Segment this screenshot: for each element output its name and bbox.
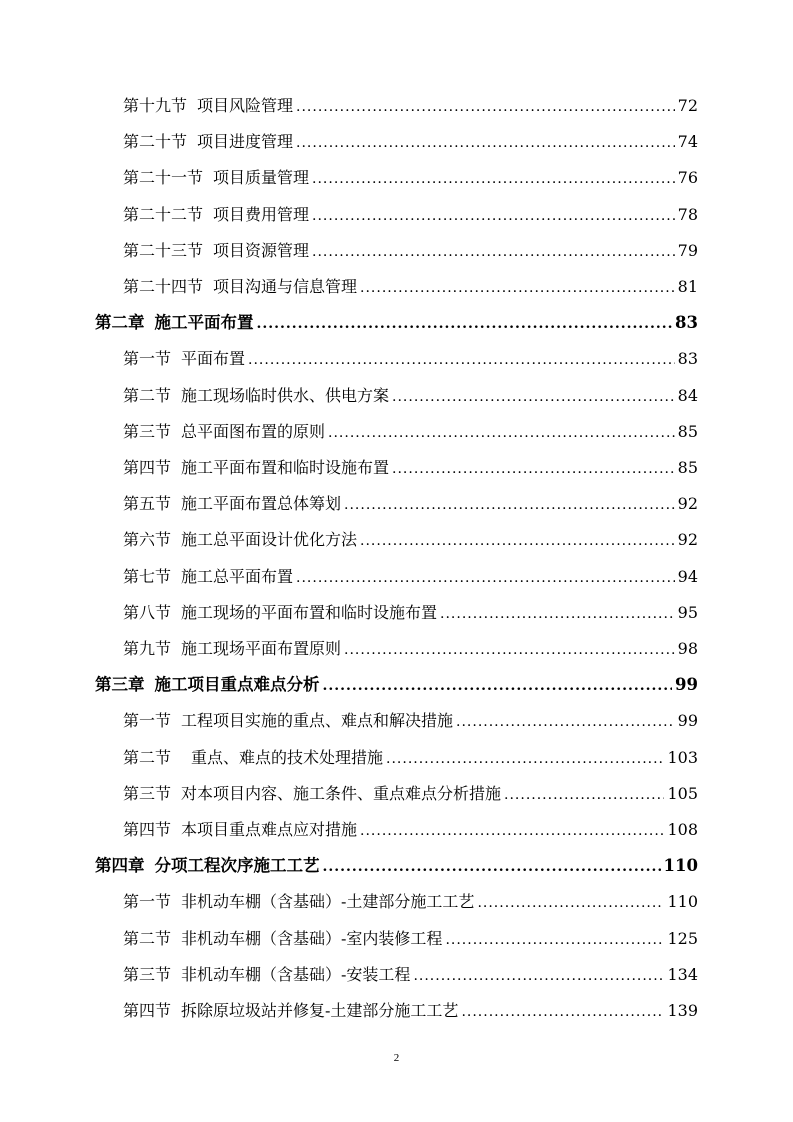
toc-section-entry[interactable] — [123, 130, 698, 154]
toc-entry-number: 第五节 — [123, 494, 172, 514]
toc-entry-title: 本项目重点难点应对措施 — [181, 820, 358, 839]
toc-entry-title: 项目风险管理 — [197, 96, 294, 115]
toc-dot-leader — [392, 457, 675, 481]
toc-entry-number: 第二十一节 — [123, 168, 204, 188]
toc-dot-leader — [312, 204, 675, 228]
toc-entry-title: 施工总平面布置 — [181, 566, 294, 586]
toc-entry-title: 工程项目实施的重点、难点和解决措施 — [181, 711, 454, 731]
toc-entry-page: 72 — [677, 96, 698, 115]
toc-entry-title: 施工平面布置总体筹划 — [181, 494, 342, 514]
toc-entry-title: 对本项目内容、施工条件、重点难点分析措施 — [181, 783, 502, 803]
toc-entry-number: 第七节 — [123, 566, 172, 586]
toc-dot-leader — [392, 385, 675, 409]
toc-entry-number: 第三节 — [123, 964, 172, 984]
toc-entry-title: 项目进度管理 — [197, 132, 294, 152]
toc-entry-number: 第一节 — [123, 892, 172, 912]
toc-dot-leader — [296, 131, 675, 155]
toc-entry-page: 134 — [667, 964, 698, 984]
toc-section-entry[interactable] — [123, 239, 698, 263]
toc-entry-page: 92 — [677, 494, 698, 514]
toc-entry-page: 85 — [677, 421, 698, 441]
toc-dot-leader — [504, 783, 664, 807]
toc-entry-number: 第三节 — [123, 421, 172, 441]
toc-entry-page: 105 — [667, 783, 698, 803]
toc-entry-page: 110 — [663, 856, 698, 876]
toc-dot-leader — [477, 891, 664, 915]
toc-dot-leader — [461, 1000, 664, 1024]
toc-entry-title: 施工现场平面布置原则 — [181, 639, 342, 658]
toc-dot-leader — [323, 855, 661, 879]
toc-entry-number: 第四节 — [123, 458, 172, 477]
toc-entry-number: 第六节 — [123, 530, 172, 550]
toc-entry-title: 拆除原垃圾站并修复-土建部分施工工艺 — [181, 1001, 459, 1020]
toc-dot-leader — [328, 421, 675, 445]
toc-entry-title: 非机动车棚（含基础）-安装工程 — [181, 964, 411, 984]
toc-entry-title: 施工项目重点难点分析 — [154, 675, 320, 695]
toc-entry-title: 项目沟通与信息管理 — [213, 277, 358, 296]
toc-entry-title: 施工现场临时供水、供电方案 — [181, 385, 390, 405]
toc-dot-leader — [445, 928, 664, 952]
toc-section-entry[interactable] — [123, 275, 698, 299]
toc-dot-leader — [312, 240, 675, 264]
toc-entry-page: 81 — [677, 277, 698, 296]
toc-dot-leader — [296, 95, 675, 119]
toc-section-entry[interactable] — [123, 927, 698, 951]
toc-entry-title: 重点、难点的技术处理措施 — [191, 747, 384, 767]
toc-section-entry[interactable] — [123, 818, 698, 842]
toc-entry-title: 施工平面布置和临时设施布置 — [181, 458, 390, 477]
toc-entry-number: 第一节 — [123, 711, 172, 731]
toc-entry-page: 83 — [675, 313, 698, 333]
toc-dot-leader — [360, 276, 675, 300]
toc-dot-leader — [413, 964, 664, 988]
toc-entry-page: 108 — [667, 820, 698, 839]
toc-dot-leader — [456, 710, 675, 734]
toc-entry-page: 99 — [675, 675, 698, 695]
toc-entry-title: 项目资源管理 — [213, 240, 310, 260]
toc-section-entry[interactable] — [123, 528, 698, 552]
toc-entry-page: 92 — [677, 530, 698, 550]
toc-section-entry[interactable] — [123, 384, 698, 408]
toc-dot-leader — [248, 348, 675, 372]
toc-section-entry[interactable] — [123, 637, 698, 661]
toc-section-entry[interactable] — [123, 709, 698, 733]
toc-entry-number: 第二十三节 — [123, 240, 204, 260]
toc-section-entry[interactable] — [123, 492, 698, 516]
toc-entry-title: 分项工程次序施工工艺 — [154, 856, 320, 876]
toc-entry-page: 79 — [677, 240, 698, 260]
toc-entry-title: 施工平面布置 — [154, 313, 254, 333]
toc-section-entry[interactable] — [123, 166, 698, 190]
toc-entry-number: 第八节 — [123, 602, 172, 622]
toc-entry-title: 施工总平面设计优化方法 — [181, 530, 358, 550]
page-number: 2 — [393, 1052, 400, 1064]
toc-entry-number: 第三节 — [123, 783, 172, 803]
toc-entry-page: 110 — [667, 892, 698, 912]
toc-entry-page: 76 — [677, 168, 698, 188]
toc-entry-title: 施工现场的平面布置和临时设施布置 — [181, 602, 438, 622]
toc-entry-title: 项目质量管理 — [213, 168, 310, 188]
toc-section-entry[interactable] — [123, 420, 698, 444]
toc-entry-page: 78 — [677, 204, 698, 224]
toc-section-entry[interactable] — [123, 456, 698, 480]
toc-entry-page: 84 — [677, 385, 698, 405]
toc-entry-page: 74 — [677, 132, 698, 152]
toc-entry-number: 第二章 — [95, 313, 145, 333]
toc-dot-leader — [440, 602, 675, 626]
toc-dot-leader — [360, 529, 675, 553]
toc-entry-number: 第十九节 — [123, 96, 188, 115]
toc-entry-page: 99 — [677, 711, 698, 731]
toc-dot-leader — [323, 674, 673, 698]
toc-entry-page: 83 — [677, 349, 698, 369]
toc-entry-number: 第二节 — [123, 385, 172, 405]
toc-section-entry[interactable] — [123, 94, 698, 118]
toc-entry-number: 第三章 — [95, 675, 145, 695]
toc-section-entry[interactable] — [123, 999, 698, 1023]
toc-dot-leader — [360, 819, 664, 843]
toc-entry-title: 总平面图布置的原则 — [181, 421, 326, 441]
toc-entry-number: 第一节 — [123, 349, 172, 369]
toc-section-entry[interactable] — [123, 601, 698, 625]
toc-entry-page: 139 — [667, 1001, 698, 1020]
toc-entry-page: 95 — [677, 602, 698, 622]
toc-entry-number: 第二十四节 — [123, 277, 204, 296]
toc-entry-title: 项目费用管理 — [213, 204, 310, 224]
toc-chapter-entry[interactable] — [95, 311, 698, 335]
toc-section-entry[interactable] — [123, 782, 698, 806]
toc-dot-leader — [312, 167, 675, 191]
toc-chapter-entry[interactable] — [95, 673, 698, 697]
toc-section-entry[interactable] — [123, 565, 698, 589]
toc-entry-number: 第四节 — [123, 1001, 172, 1020]
toc-entry-title: 平面布置 — [181, 349, 246, 369]
toc-entry-number: 第四节 — [123, 820, 172, 839]
toc-dot-leader — [296, 566, 675, 590]
toc-entry-number: 第二十二节 — [123, 204, 204, 224]
toc-entry-page: 125 — [667, 928, 698, 948]
toc-chapter-entry[interactable] — [95, 854, 698, 878]
toc-section-entry[interactable] — [123, 203, 698, 227]
toc-entry-page: 98 — [677, 639, 698, 658]
toc-entry-page: 103 — [667, 747, 698, 767]
toc-dot-leader — [386, 747, 664, 771]
toc-entry-title: 非机动车棚（含基础）-土建部分施工工艺 — [181, 892, 475, 912]
toc-section-entry[interactable] — [123, 890, 698, 914]
toc-dot-leader — [344, 493, 675, 517]
toc-section-entry[interactable] — [123, 347, 698, 371]
toc-entry-number: 第二节 — [123, 747, 172, 767]
toc-entry-number: 第二十节 — [123, 132, 188, 152]
toc-entry-number: 第九节 — [123, 639, 172, 658]
toc-entry-title: 非机动车棚（含基础）-室内装修工程 — [181, 928, 443, 948]
toc-entry-page: 85 — [677, 458, 698, 477]
toc-entry-number: 第四章 — [95, 856, 145, 876]
toc-dot-leader — [344, 638, 675, 662]
toc-entry-page: 94 — [677, 566, 698, 586]
toc-section-entry[interactable] — [123, 963, 698, 987]
toc-dot-leader — [257, 312, 673, 336]
toc-entry-number: 第二节 — [123, 928, 172, 948]
toc-section-entry[interactable] — [123, 746, 698, 770]
